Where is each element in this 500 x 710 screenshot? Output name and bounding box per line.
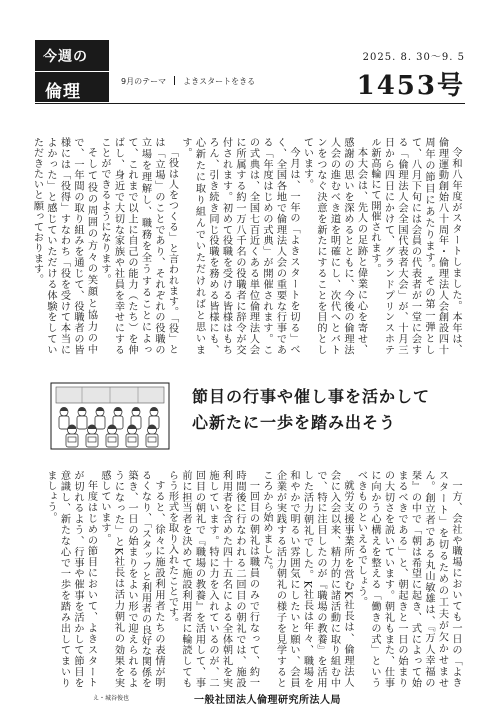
- headline-line-1: 節目の行事や催し事を活かして: [192, 387, 431, 406]
- paragraph: 年度はじめの節目において、よきスタートが切れるよう、行事や催事を活かして節目を意識し、新たな心で一歩を踏み出してまいりましょう。: [45, 470, 97, 688]
- article-top-column: [31, 137, 462, 355]
- illustration-credit: え・城谷俊也: [93, 695, 130, 702]
- paragraph: 一方、会社や職場においても一日の「よきスタート」を切るための工夫が欠かせません。創立者である丸山敏雄は、『万人幸福の栞』の中で「朝は希望に起き、式によって始まるべきである」と、朝起きと一日の始まりの大切さを説いています。朝礼もまた、仕事に向かう心構えを整える「働きの式」というべきものといえるでしょう。: [355, 470, 461, 688]
- paragraph: そして役の周囲の方々の笑顔と協力の中で、一年間の取り組みを通じて、役職者の皆様には「役得」すなわち「役を受けて本当によかった」と感じていただける体験をしていただきたいと願っております。: [31, 137, 97, 355]
- masthead: [35, 40, 465, 102]
- article-bottom-column: [40, 470, 462, 688]
- monthly-theme: [121, 76, 255, 87]
- paragraph: すると、徐々に施設利用者たちの表情が明るくなり、「スタッフと利用者の良好な関係を築き、一日の始まりをよい形で迎えられるようになった」とK社長は活力朝礼の効果を実感しています。: [99, 470, 164, 688]
- paragraph: 就労支援事業所を営むK社長は、倫理法人会に入会以来、精力的に諸活動に取り組む中で、特に注目したのが『職場の教養』を活用した活力朝礼でした。K社長は年々、職場を和やかで明るい雰囲気にしたいと願い、会員企業が実践する活力朝礼の様子を見学するところから始めました。: [261, 470, 353, 688]
- theme-separator: [174, 76, 175, 85]
- paragraph: 一回目の朝礼は職員のみで行なって、約一時間後に行なわれる二回目の朝礼では、施設利用者を含めた四十五名による全体朝礼を実施しています。特に力を入れているのが、二回目の朝礼で『職場の教養』を活用して、事前に担当者を決めて施設利用者に輪読してもらう形式を取り入れたことです。: [166, 470, 259, 688]
- meeting-illustration: [50, 382, 170, 450]
- theme-text: よきスタートをきる: [183, 77, 256, 86]
- theme-label: 9月のテーマ: [121, 77, 167, 86]
- logo: [35, 40, 109, 102]
- issue-date: 2025. 8. 30～9. 5: [362, 52, 465, 63]
- logo-bottom-text: 倫理: [45, 82, 81, 102]
- paragraph: 本大会は、先人の足跡と偉業に心を寄せ、感謝の思いを深めるとともに、今後の倫理法人会の進むべき道を明確にし、次代へとバトンをつなぐ決意を新たにすることを目的としています。: [301, 137, 367, 355]
- paragraph: 令和八年度がスタートしました。本年は、倫理運動創始八十周年・倫理法人会創設四十周年の節目にあたります。その第一弾として、八月下旬には会員の代表者が一堂に会する「倫理法人会全国代表者大会」が、十月三日から四日にかけて、グランドプリンスホテル新高輪にて開催されます。: [369, 137, 461, 355]
- logo-top-text: 今週の: [43, 49, 88, 65]
- logo-divider: [35, 71, 109, 72]
- issue-number: 1453号: [356, 71, 465, 101]
- header-rule: [35, 103, 465, 104]
- headline-line-2: 心新たに一歩を踏み出そう: [192, 413, 397, 432]
- publisher-name: 一般社団法人倫理研究所法人局: [194, 695, 341, 706]
- paragraph: 今月は、一年の「よきスタートを切る」べく、全国各地で倫理法人会の重要な行事である「年度はじめの式典」が開催されます。この式典は、全国七百近くある単位倫理法人会に所属する約一万八千名の役職者に辞令が交付されます。初めて役職を受ける皆様はもちろん、引き続き同じ役職を務める皆様にも、心新たに取り組んでいただければと思います。: [180, 137, 299, 355]
- paragraph: 「役は人をつくる」と言われます。「役」とは「立場」のことであり、それぞれの役職の立場を理解し、職務を全うすることによって、これまで以上に自己の能力（たち）を伸ばし、身近で大切な家族や社員を幸せにすることができるようになります。: [99, 137, 178, 355]
- article-headline: [192, 384, 430, 436]
